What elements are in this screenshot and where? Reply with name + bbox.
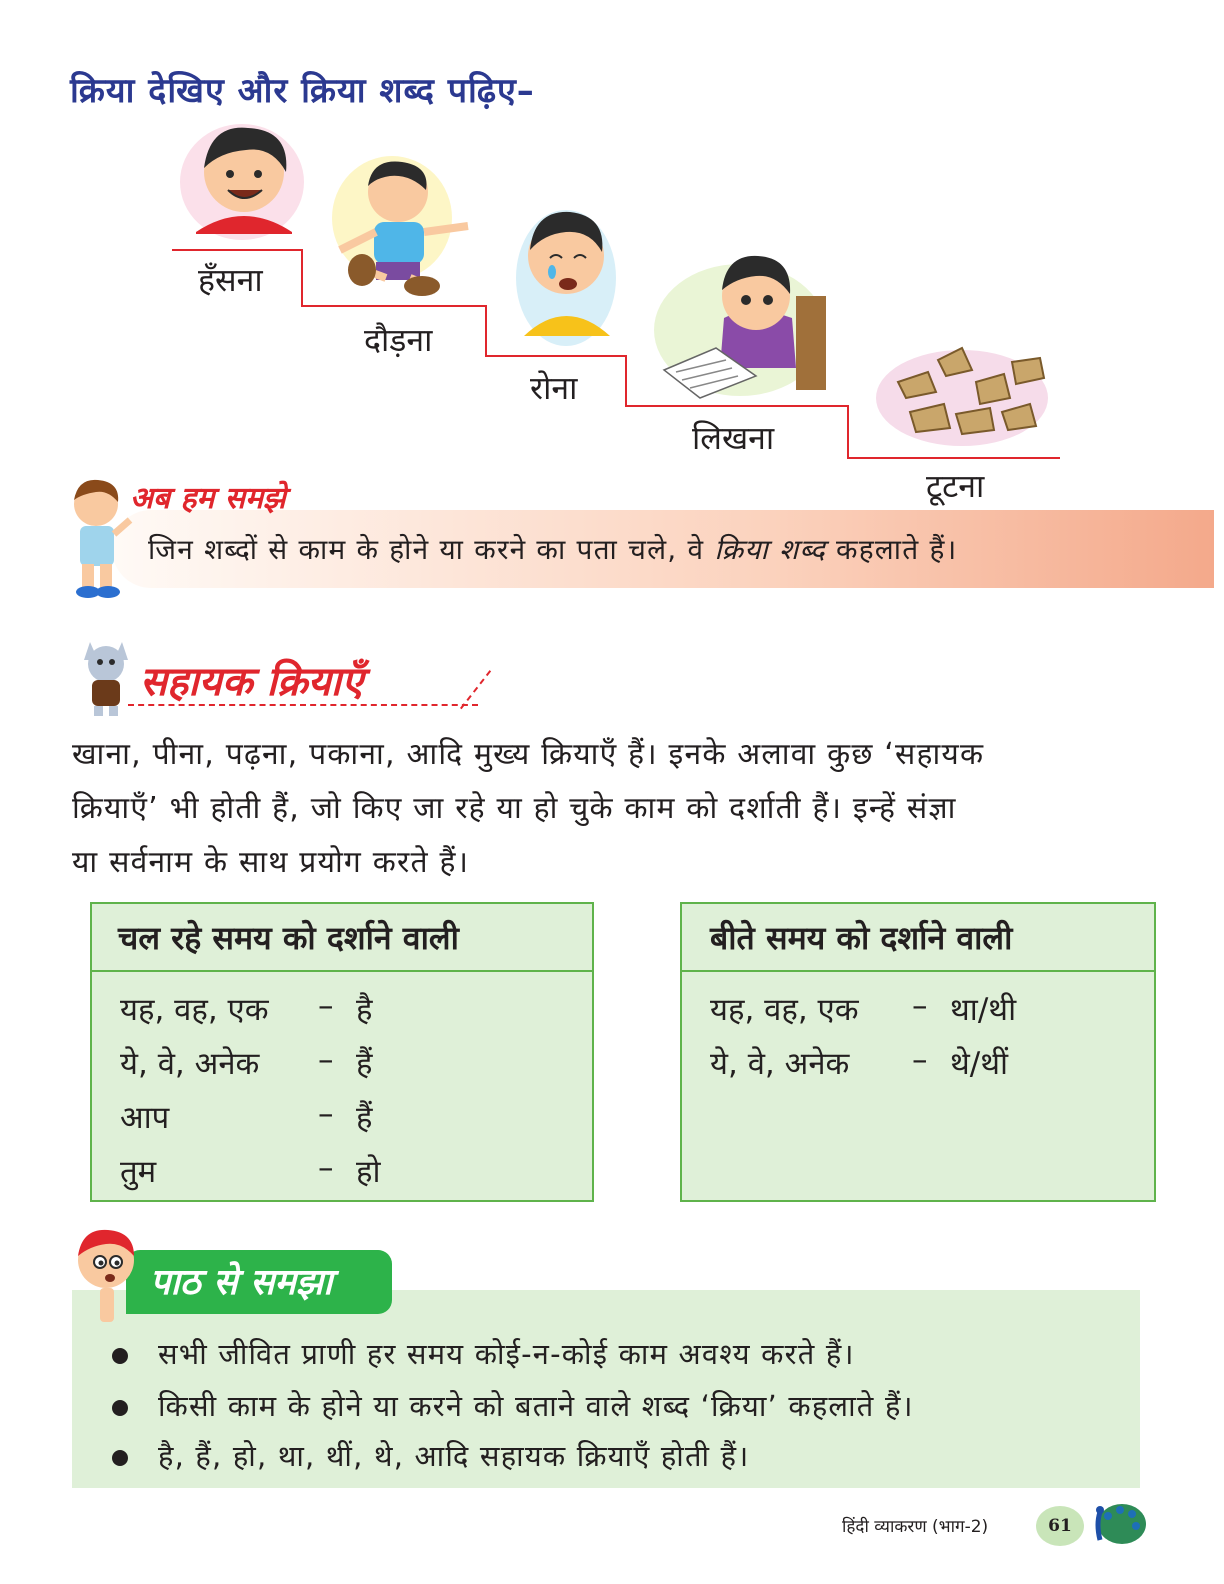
definition-text — [148, 530, 957, 568]
paragraph-line: क्रियाएँ’ भी होती हैं, जो किए जा रहे या हो चुके काम को दर्शाती हैं। इन्हें संज्ञा — [72, 791, 957, 826]
definition-title: अब हम समझे — [130, 481, 286, 516]
summary-point: सभी जीवित प्राणी हर समय कोई-न-कोई काम अवश्य करते हैं। — [158, 1337, 855, 1371]
bullet-icon — [112, 1450, 128, 1466]
running-boy-picture — [332, 156, 468, 296]
step-label-run: दौड़ना — [364, 321, 433, 359]
pronoun-cell: आप — [120, 1100, 170, 1136]
present-tense-header: चल रहे समय को दर्शाने वाली — [92, 904, 592, 972]
paragraph-line: या सर्वनाम के साथ प्रयोग करते हैं। — [72, 845, 470, 880]
bullet-icon — [112, 1348, 128, 1364]
summary-point: है, हैं, हो, था, थीं, थे, आदि सहायक क्रियाएँ होती हैं। — [158, 1439, 750, 1473]
verb-cell: है — [356, 992, 373, 1028]
page-number: 61 — [1036, 1506, 1084, 1546]
past-tense-table — [680, 902, 1156, 1202]
thinking-boy-mascot — [72, 1222, 136, 1322]
definition-text-start: जिन शब्दों से काम के होने या करने का पता चले, वे — [148, 533, 715, 566]
laughing-boy-picture — [180, 124, 304, 240]
pronoun-cell: यह, वह, एक — [710, 992, 859, 1028]
present-tense-table — [90, 902, 594, 1202]
step-label-laugh: हँसना — [198, 261, 263, 299]
verb-cell: हैं — [356, 1046, 373, 1082]
verb-cell: थे/थीं — [950, 1046, 1009, 1082]
crying-boy-picture — [516, 210, 616, 346]
peacock-icon — [1086, 1494, 1148, 1550]
page-heading: क्रिया देखिए और क्रिया शब्द पढ़िए– — [70, 71, 535, 111]
verb-cell: हो — [356, 1154, 381, 1190]
pronoun-cell: ये, वे, अनेक — [710, 1046, 850, 1082]
pronoun-cell: तुम — [120, 1154, 157, 1190]
summary-point: किसी काम के होने या करने को बताने वाले शब्द ‘क्रिया’ कहलाते हैं। — [158, 1389, 914, 1423]
dash-cell: – — [318, 1150, 334, 1186]
definition-text-emphasis: क्रिया शब्द — [714, 533, 826, 566]
dash-cell: – — [318, 1042, 334, 1078]
verb-cell: था/थी — [950, 992, 1017, 1028]
dash-cell: – — [912, 988, 928, 1024]
verb-cell: हैं — [356, 1100, 373, 1136]
step-label-cry: रोना — [530, 369, 578, 407]
section-underline — [128, 704, 478, 706]
bullet-icon — [112, 1400, 128, 1416]
definition-text-end: कहलाते हैं। — [825, 533, 958, 566]
pronoun-cell: यह, वह, एक — [120, 992, 269, 1028]
broken-pieces-picture — [876, 348, 1048, 446]
pointing-boy-mascot — [66, 474, 136, 600]
paragraph-line: खाना, पीना, पढ़ना, पकाना, आदि मुख्य क्रियाएँ हैं। इनके अलावा कुछ ‘सहायक — [72, 737, 985, 772]
section-title: सहायक क्रियाएँ — [140, 659, 364, 705]
step-label-break: टूटना — [926, 467, 985, 505]
writing-boy-picture — [654, 256, 826, 398]
past-tense-header: बीते समय को दर्शाने वाली — [682, 904, 1154, 972]
pronoun-cell: ये, वे, अनेक — [120, 1046, 260, 1082]
dash-cell: – — [318, 988, 334, 1024]
step-label-write: लिखना — [692, 419, 775, 457]
summary-title: पाठ से समझा — [150, 1262, 333, 1303]
dash-cell: – — [318, 1096, 334, 1132]
dash-cell: – — [912, 1042, 928, 1078]
staircase-illustration — [0, 0, 1224, 480]
book-title: हिंदी व्याकरण (भाग-2) — [842, 1517, 989, 1537]
